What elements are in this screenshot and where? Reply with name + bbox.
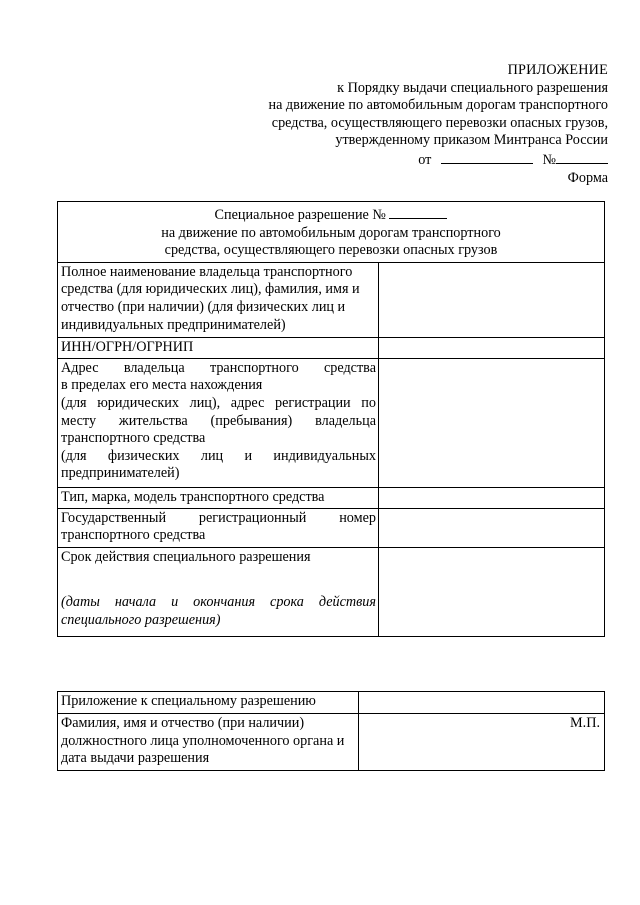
address-line-1: Адрес владельца транспортного средства — [61, 359, 376, 376]
date-prefix: от — [418, 151, 432, 168]
validity-note: (даты начала и окончания срока действия специального разрешения) — [61, 594, 376, 628]
inn-value[interactable] — [379, 337, 605, 358]
permit-form-table — [57, 201, 605, 637]
permit-caption-line-3: средства, осуществляющего перевозки опасных грузов — [164, 242, 498, 259]
owner-name-label: Полное наименование владельца транспортного средства (для юридических лиц), фамилия, имя и отчество (при наличии) (для физических лиц и индивидуальных предпринимателей) — [58, 262, 379, 337]
table-row — [58, 508, 605, 547]
address-line-2: в пределах его места нахождения — [61, 377, 263, 394]
header-line-4: утвержденному приказом Минтранса России — [335, 132, 608, 149]
inn-label: ИНН/ОГРН/ОГРНИП — [58, 337, 379, 358]
annex-label: Приложение к специальному разрешению — [58, 692, 359, 714]
table-row — [58, 262, 605, 337]
validity-value[interactable] — [379, 547, 605, 636]
validity-label-cell — [58, 547, 379, 636]
permit-caption-line-2: на движение по автомобильным дорогам транспортного — [161, 224, 501, 241]
address-line-4: (для физических лиц и индивидуальных предпринимателей) — [61, 447, 376, 482]
date-blank — [441, 150, 533, 164]
appendix-title: ПРИЛОЖЕНИЕ — [507, 62, 608, 78]
address-line-3: (для юридических лиц), адрес регистрации по месту жительства (пребывания) владельца транспортного средства — [61, 394, 376, 447]
header-line-2: на движение по автомобильным дорогам транспортного — [268, 97, 608, 114]
permit-caption-row — [58, 202, 605, 263]
form-label: Форма — [567, 169, 608, 186]
date-number-line — [188, 150, 608, 170]
validity-label: Срок действия специального разрешения — [61, 548, 311, 565]
registration-number-label: Государственный регистрационный номер транспортного средства — [58, 508, 379, 547]
annex-table — [57, 691, 605, 771]
permit-number-label: Специальное разрешение № — [214, 207, 386, 223]
permit-caption — [58, 202, 605, 263]
header-line-3: средства, осуществляющего перевозки опасных грузов, — [271, 114, 608, 131]
document-header — [188, 62, 608, 187]
owner-name-value[interactable] — [379, 262, 605, 337]
permit-number-blank — [389, 205, 447, 219]
header-line-1: к Порядку выдачи специального разрешения — [337, 79, 608, 96]
registration-number-value[interactable] — [379, 508, 605, 547]
owner-address-label — [58, 358, 379, 487]
owner-address-value[interactable] — [379, 358, 605, 487]
number-prefix: № — [542, 151, 556, 168]
table-row — [58, 358, 605, 487]
table-row — [58, 337, 605, 358]
number-blank — [556, 150, 608, 164]
annex-value[interactable] — [359, 692, 605, 714]
table-row — [58, 714, 605, 771]
table-row — [58, 547, 605, 636]
vehicle-type-label: Тип, марка, модель транспортного средства — [58, 487, 379, 508]
stamp-placeholder: М.П. — [359, 714, 605, 771]
permit-caption-line-1 — [62, 205, 600, 225]
official-name-label: Фамилия, имя и отчество (при наличии) должностного лица уполномоченного органа и дата выдачи разрешения — [58, 714, 359, 771]
table-row — [58, 692, 605, 714]
vehicle-type-value[interactable] — [379, 487, 605, 508]
table-row — [58, 487, 605, 508]
